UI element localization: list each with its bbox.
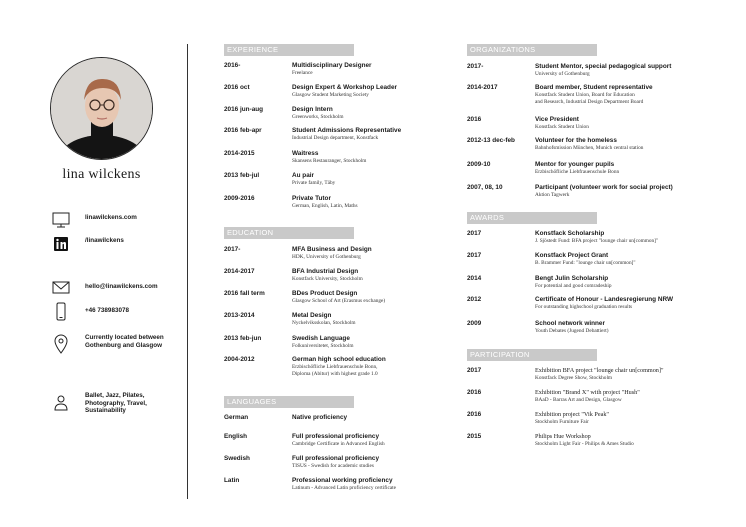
linkedin-icon — [50, 234, 72, 256]
entry-subtitle: Latinum - Advanced Latin proficiency certificate — [292, 485, 396, 491]
entry-subtitle: B. Brammer Fund: "lounge chair un[common]" — [535, 260, 636, 266]
entry-title: Native proficiency — [292, 414, 348, 421]
contact-phone[interactable] — [48, 302, 178, 324]
entry-date: 2012 — [467, 296, 482, 303]
entry-title: Exhibition "Brand X" with project "Hush" — [535, 389, 640, 396]
entry-subtitle: Aktion Tagwerk — [535, 192, 570, 198]
entry-date: 2009-10 — [467, 161, 491, 168]
entry-subtitle: Erzbischöfliche Liebfrauenschule Bonn, Diploma (Abitur) with highest grade 1.0 — [292, 364, 378, 377]
contact-interests — [48, 391, 178, 421]
column-divider — [187, 44, 188, 499]
location-text: Currently located between Gothenburg and Glasgow — [85, 334, 164, 349]
entry-date: 2016- — [224, 62, 241, 69]
website-text: linawilckens.com — [85, 214, 137, 221]
entry-title: Bengt Julin Scholarship — [535, 275, 609, 282]
entry-subtitle: Glasgow School of Art (Erasmus exchange) — [292, 298, 386, 304]
entry-subtitle: Stockholm Furniture Fair — [535, 419, 589, 425]
entry-subtitle: Skansens Restauranger, Stockholm — [292, 158, 367, 164]
entry-date: 2014 — [467, 275, 482, 282]
entry-title: Design Intern — [292, 106, 333, 113]
phone-text: +46 738983078 — [85, 307, 129, 314]
linkedin-text: /linawilckens — [85, 237, 124, 244]
entry-title: Full professional proficiency — [292, 433, 380, 440]
profile-photo — [50, 57, 153, 160]
entry-date: 2016 — [467, 116, 482, 123]
entry-subtitle: Bahnhofsmission München, Munich central station — [535, 145, 644, 151]
entry-subtitle: TISUS - Swedish for academic studies — [292, 463, 374, 469]
entry-subtitle: Konstfack Student Union — [535, 124, 589, 130]
entry-date: 2009-2016 — [224, 195, 255, 202]
entry-date: 2017 — [467, 230, 482, 237]
entry-date: Swedish — [224, 455, 250, 462]
entry-date: 2014-2017 — [467, 84, 498, 91]
entry-subtitle: University of Gothenburg — [535, 71, 590, 77]
entry-date: 2004-2012 — [224, 356, 255, 363]
entry-subtitle: Konstfack Degree Show, Stockholm — [535, 375, 613, 381]
entry-title: Exhibition project "Vik Peak" — [535, 411, 609, 418]
entry-date: 2009 — [467, 320, 482, 327]
entry-date: 2013 feb-jul — [224, 172, 260, 179]
person-icon — [50, 391, 72, 413]
entry-date: English — [224, 433, 248, 440]
entry-subtitle: Glasgow Student Marketing Society — [292, 92, 369, 98]
envelope-icon — [50, 279, 72, 301]
monitor-icon — [50, 209, 72, 231]
entry-subtitle: Private family, Täby — [292, 180, 336, 186]
section-heading-awards: AWARDS — [467, 212, 597, 224]
entry-date: 2016 — [467, 389, 482, 396]
entry-date: 2013-2014 — [224, 312, 255, 319]
entry-date: 2014-2017 — [224, 268, 255, 275]
entry-date: 2017 — [467, 252, 482, 259]
interests-text: Ballet, Jazz, Pilates, Photography, Travel, Sustainability — [85, 392, 147, 415]
entry-subtitle: Nyckelviksskolan, Stockholm — [292, 320, 356, 326]
entry-date: 2013 feb-jun — [224, 335, 262, 342]
entry-title: Private Tutor — [292, 195, 331, 202]
entry-date: 2016 — [467, 411, 482, 418]
entry-title: Waitress — [292, 150, 319, 157]
contact-website[interactable] — [48, 209, 178, 231]
entry-subtitle: BAaD - Barras Art and Design, Glasgow — [535, 397, 622, 403]
entry-subtitle: Freelance — [292, 70, 313, 76]
section-heading-organizations: ORGANIZATIONS — [467, 44, 597, 56]
contact-location — [48, 333, 178, 363]
entry-date: 2017 — [467, 367, 482, 374]
entry-date: Latin — [224, 477, 240, 484]
entry-date: 2017- — [467, 63, 484, 70]
person-name: lina wilckens — [62, 167, 141, 182]
phone-icon — [50, 302, 72, 324]
entry-date: 2017- — [224, 246, 241, 253]
entry-date: 2012-13 dec-feb — [467, 137, 515, 144]
section-heading-experience: EXPERIENCE — [224, 44, 354, 56]
contact-linkedin[interactable] — [48, 234, 178, 256]
entry-date: 2016 fall term — [224, 290, 265, 297]
entry-title: Student Admissions Representative — [292, 127, 402, 134]
entry-subtitle: HDK, University of Gothenburg — [292, 254, 361, 260]
entry-date: 2016 feb-apr — [224, 127, 262, 134]
entry-title: Philips Hue Workshop — [535, 433, 591, 440]
entry-title: Design Expert & Workshop Leader — [292, 84, 397, 91]
entry-date: 2015 — [467, 433, 482, 440]
entry-title: Exhibition BFA project "lounge chair un[common]" — [535, 367, 664, 374]
section-heading-education: EDUCATION — [224, 227, 354, 239]
entry-title: Certificate of Honour - Landesregierung NRW — [535, 296, 674, 303]
entry-subtitle: Konstfack University, Stockholm — [292, 276, 363, 282]
entry-title: Mentor for younger pupils — [535, 161, 615, 168]
entry-title: Multidisciplinary Designer — [292, 62, 372, 69]
entry-subtitle: Erzbischöfliche Liebfrauenschule Bonn — [535, 169, 620, 175]
entry-date: 2016 jun-aug — [224, 106, 264, 113]
entry-date: 2014-2015 — [224, 150, 255, 157]
entry-subtitle: Greenworks, Stockholm — [292, 114, 344, 120]
section-heading-languages: LANGUAGES — [224, 396, 354, 408]
email-text: hello@linawilckens.com — [85, 283, 158, 290]
entry-title: Au pair — [292, 172, 315, 179]
entry-date: German — [224, 414, 249, 421]
entry-title: Konstfack Project Grant — [535, 252, 609, 259]
entry-title: BDes Product Design — [292, 290, 358, 297]
entry-title: Professional working proficiency — [292, 477, 393, 484]
location-pin-icon — [50, 333, 72, 355]
entry-title: Swedish Language — [292, 335, 350, 342]
entry-date: 2007, 08, 10 — [467, 184, 503, 191]
entry-title: Vice President — [535, 116, 579, 123]
entry-date: 2016 oct — [224, 84, 250, 91]
entry-title: Student Mentor, special pedagogical support — [535, 63, 672, 70]
entry-title: Board member, Student representative — [535, 84, 653, 91]
entry-title: BFA Industrial Design — [292, 268, 359, 275]
entry-title: MFA Business and Design — [292, 246, 372, 253]
entry-title: Participant (volunteer work for social project) — [535, 184, 673, 191]
entry-subtitle: For potential and good comradeship — [535, 283, 612, 289]
entry-title: German high school education — [292, 356, 386, 363]
section-heading-participation: PARTICIPATION — [467, 349, 597, 361]
entry-subtitle: J. Sjöstedt Fund: BFA project "lounge chair un[common]" — [535, 238, 659, 244]
entry-subtitle: Stockholm Light Fair - Philips & Ames Studio — [535, 441, 634, 447]
entry-subtitle: Cambridge Certificate in Advanced English — [292, 441, 385, 447]
entry-subtitle: German, English, Latin, Maths — [292, 203, 358, 209]
entry-subtitle: Industrial Design department, Konstfack — [292, 135, 379, 141]
entry-subtitle: Youth Debates (Jugend Debattiert) — [535, 328, 609, 334]
entry-subtitle: Konstfack Student Union, Board for Education and Research, Industrial Design Department Board — [535, 92, 644, 105]
entry-title: School network winner — [535, 320, 605, 327]
entry-title: Volunteer for the homeless — [535, 137, 617, 144]
entry-subtitle: For outstanding highschool graduation results — [535, 304, 633, 310]
entry-title: Full professional proficiency — [292, 455, 380, 462]
entry-subtitle: Folkuniversitetet, Stockholm — [292, 343, 354, 349]
entry-title: Konstfack Scholarship — [535, 230, 605, 237]
entry-title: Metal Design — [292, 312, 332, 319]
contact-email[interactable] — [48, 279, 178, 301]
